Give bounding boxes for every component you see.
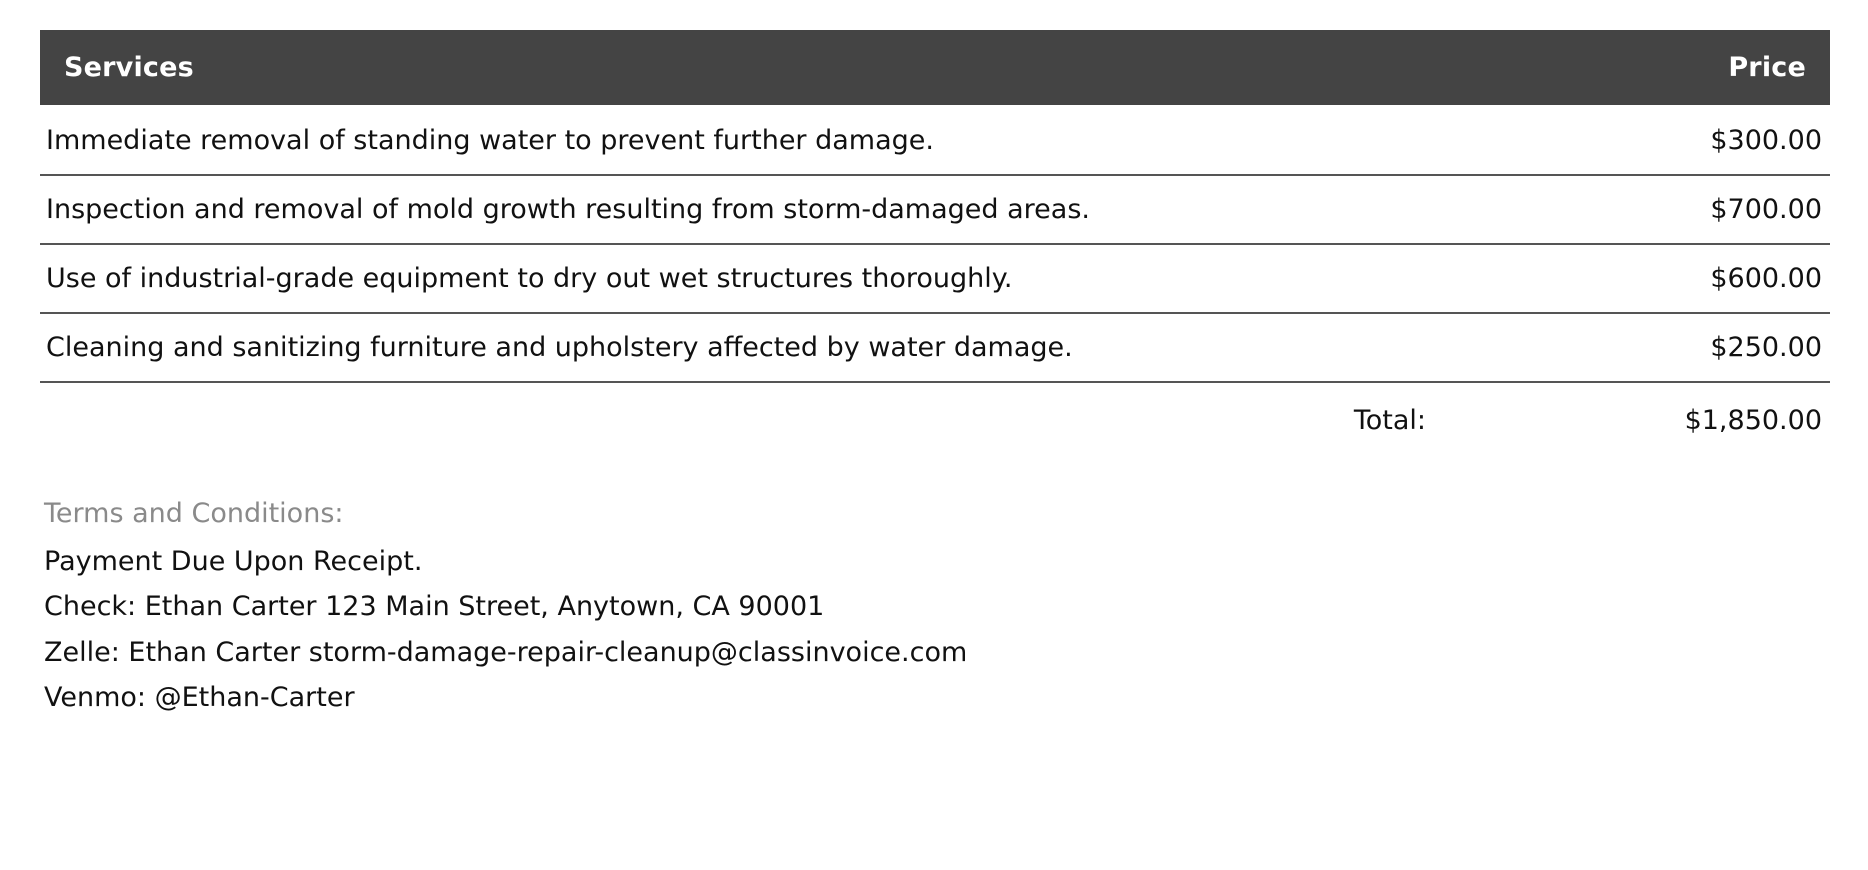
service-price: $600.00	[1452, 244, 1830, 313]
column-header-price: Price	[1452, 30, 1830, 105]
terms-and-conditions-section	[40, 498, 1828, 720]
services-price-table	[40, 30, 1830, 446]
total-label: Total:	[1353, 405, 1426, 436]
terms-line: Venmo: @Ethan-Carter	[44, 682, 355, 714]
service-description: Inspection and removal of mold growth resulting from storm-damaged areas.	[40, 175, 1452, 244]
service-price: $300.00	[1452, 105, 1830, 175]
terms-line: Zelle: Ethan Carter storm-damage-repair-cleanup@classinvoice.com	[44, 636, 968, 668]
column-header-services: Services	[40, 30, 1452, 105]
table-header-row	[40, 30, 1830, 105]
terms-line: Check: Ethan Carter 123 Main Street, Anytown, CA 90001	[44, 591, 825, 623]
terms-title: Terms and Conditions:	[44, 498, 344, 529]
service-description: Use of industrial-grade equipment to dry out wet structures thoroughly.	[40, 244, 1452, 313]
table-total-row	[40, 382, 1830, 446]
service-price: $700.00	[1452, 175, 1830, 244]
terms-line: Payment Due Upon Receipt.	[44, 546, 423, 577]
table-body	[40, 105, 1830, 446]
table-header	[40, 30, 1830, 105]
total-value: $1,850.00	[1684, 405, 1822, 436]
table-row	[40, 244, 1830, 313]
table-row	[40, 105, 1830, 175]
service-description: Immediate removal of standing water to prevent further damage.	[40, 105, 1452, 175]
table-row	[40, 313, 1830, 382]
service-price: $250.00	[1452, 313, 1830, 382]
service-description: Cleaning and sanitizing furniture and upholstery affected by water damage.	[40, 313, 1452, 382]
table-row	[40, 175, 1830, 244]
